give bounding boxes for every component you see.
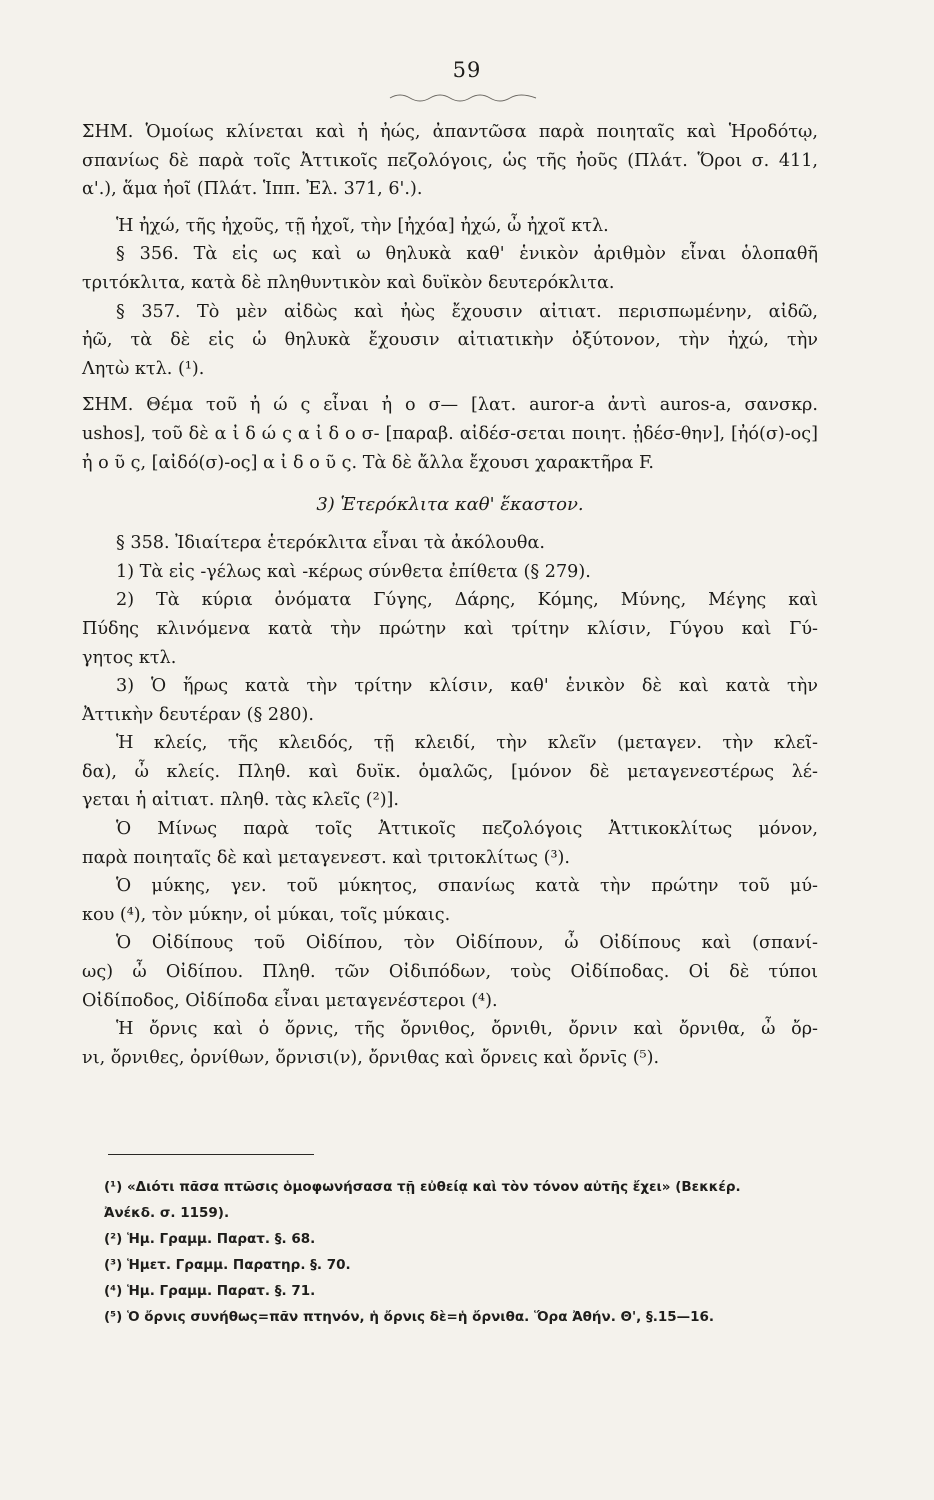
note-line: ΣΗΜ. Ὁμοίως κλίνεται καὶ ἡ ἠώς, ἀπαντῶσα παρὰ ποιηταῖς καὶ Ἡροδότῳ,	[82, 122, 818, 142]
paragraph-line: γεται ἡ αἰτιατ. πληθ. τὰς κλεῖς (²)].	[82, 790, 400, 811]
list-item-line: Ἀττικὴν δευτέραν (§ 280).	[82, 704, 314, 725]
page-number: 59	[452, 58, 482, 82]
list-item-line: 3) Ὁ ἥρως κατὰ τὴν τρίτην κλίσιν, καθ' ἑνικὸν δὲ καὶ κατὰ τὴν	[116, 676, 818, 697]
paragraph-line: παρὰ ποιηταῖς δὲ καὶ μεταγενεστ. καὶ τριτοκλίτως (³).	[82, 847, 570, 868]
footnote: (²) Ἡμ. Γραμμ. Παρατ. §. 68.	[104, 1231, 316, 1247]
list-item-line: γητος κτλ.	[82, 647, 177, 668]
footnote-divider	[108, 1154, 314, 1155]
paragraph-357-line: § 357. Τὸ μὲν αἰδὼς καὶ ἠὼς ἔχουσιν αἰτιατ. περισπωμένην, αἰδῶ,	[116, 301, 818, 322]
list-item-line: Πύδης κλινόμενα κατὰ τὴν πρώτην καὶ τρίτην κλίσιν, Γύγου καὶ Γύ-	[82, 618, 818, 639]
note-line: ΣΗΜ. Θέμα τοῦ ἠ ώ ς εἶναι ἠ ο σ— [λατ. auror-a ἀντὶ auros-a, σανσκρ.	[82, 395, 818, 416]
paragraph-357-line: ἠῶ, τὰ δὲ εἰς ὡ θηλυκὰ ἔχουσιν αἰτιατικὴν ὀξύτονον, τὴν ἠχώ, τὴν	[82, 330, 818, 351]
note-line: ἠ ο ῦ ς, [αἰδό(σ)-ος] α ἰ δ ο ῦ ς. Τὰ δὲ ἄλλα ἔχουσι χαρακτῆρα F.	[82, 452, 655, 473]
paragraph-line: κου (⁴), τὸν μύκην, οἱ μύκαι, τοῖς μύκαις.	[82, 904, 451, 925]
footnote: (⁵) Ὁ ὄρνις συνήθως=πᾶν πτηνόν, ἡ ὄρνις δὲ=ἡ ὄρνιθα. Ὅρα Ἀθήν. Θ', §.15—16.	[104, 1309, 715, 1325]
note-line: α'.), ἅμα ἠοῖ (Πλάτ. Ἱππ. Ἐλ. 371, 6'.).	[82, 179, 423, 200]
paragraph-line: ως) ὦ Οἰδίπου. Πληθ. τῶν Οἰδιπόδων, τοὺς Οἰδίποδας. Οἱ δὲ τύποι	[82, 962, 818, 983]
paragraph-358-line: § 358. Ἰδιαίτερα ἑτερόκλιτα εἶναι τὰ ἀκόλουθα.	[116, 533, 545, 554]
paragraph-line: δα), ὦ κλείς. Πληθ. καὶ δυϊκ. ὁμαλῶς, [μόνον δὲ μεταγενεστέρως λέ-	[82, 761, 818, 782]
main-text	[82, 118, 818, 1072]
paragraph-line: Ὁ Μίνως παρὰ τοῖς Ἀττικοῖς πεζολόγοις Ἀττικοκλίτως μόνον,	[116, 819, 818, 840]
paragraph-line: νι, ὄρνιθες, ὀρνίθων, ὄρνισι(ν), ὄρνιθας καὶ ὄρνεις καὶ ὄρνῑς (⁵).	[82, 1047, 660, 1068]
footnote: Ἀνέκδ. σ. 1159).	[104, 1205, 230, 1221]
footnote: (⁴) Ἡμ. Γραμμ. Παρατ. §. 71.	[104, 1283, 316, 1299]
footnotes	[104, 1174, 834, 1330]
list-item-line: 1) Τὰ εἰς -γέλως καὶ -κέρως σύνθετα ἐπίθετα (§ 279).	[116, 561, 591, 582]
paragraph-line: Οἰδίποδος, Οἰδίποδα εἶναι μεταγενέστεροι (⁴).	[82, 990, 498, 1011]
header-ornament	[388, 90, 538, 104]
note-line: ushos], τοῦ δὲ α ἰ δ ώ ς α ἰ δ ο σ- [παραβ. αἰδέσ-σεται ποιητ. ᾐδέσ-θην], [ἠό(σ)-ος]	[82, 423, 818, 444]
paragraph-line: Ἡ κλείς, τῆς κλειδός, τῇ κλειδί, τὴν κλεῖν (μεταγεν. τὴν κλεῖ-	[116, 733, 818, 754]
paragraph-line: Ἡ ἠχώ, τῆς ἠχοῦς, τῇ ἠχοῖ, τὴν [ἠχόα] ἠχώ, ὦ ἠχοῖ κτλ.	[116, 215, 609, 236]
paragraph-line: Ἡ ὄρνις καὶ ὁ ὄρνις, τῆς ὄρνιθος, ὄρνιθι, ὄρνιν καὶ ὄρνιθα, ὦ ὄρ-	[116, 1019, 818, 1040]
paragraph-line: Ὁ μύκης, γεν. τοῦ μύκητος, σπανίως κατὰ τὴν πρώτην τοῦ μύ-	[116, 876, 818, 897]
section-heading: 3) Ἑτερόκλιτα καθ' ἕκαστον.	[316, 494, 584, 516]
note-line: σπανίως δὲ παρὰ τοῖς Ἀττικοῖς πεζολόγοις, ὡς τῆς ἠοῦς (Πλάτ. Ὅροι σ. 411,	[82, 150, 818, 171]
list-item-line: 2) Τὰ κύρια ὀνόματα Γύγης, Δάρης, Κόμης, Μύνης, Μέγης καὶ	[116, 590, 818, 611]
paragraph-357-line: Λητὼ κτλ. (¹).	[82, 358, 205, 379]
paragraph-356-line: τριτόκλιτα, κατὰ δὲ πληθυντικὸν καὶ δυϊκὸν δευτερόκλιτα.	[82, 272, 615, 293]
footnote: (³) Ἡμετ. Γραμμ. Παρατηρ. §. 70.	[104, 1257, 351, 1273]
paragraph-line: Ὁ Οἰδίπους τοῦ Οἰδίπου, τὸν Οἰδίπουν, ὦ Οἰδίπους καὶ (σπανί-	[116, 933, 818, 954]
paragraph-356-line: § 356. Τὰ εἰς ως καὶ ω θηλυκὰ καθ' ἑνικὸν ἀριθμὸν εἶναι ὁλοπαθῆ	[116, 244, 818, 265]
footnote: (¹) «Διότι πᾶσα πτῶσις ὁμοφωνήσασα τῇ εὐθείᾳ καὶ τὸν τόνον αὐτῆς ἔχει» (Βεκκέρ.	[104, 1179, 741, 1195]
